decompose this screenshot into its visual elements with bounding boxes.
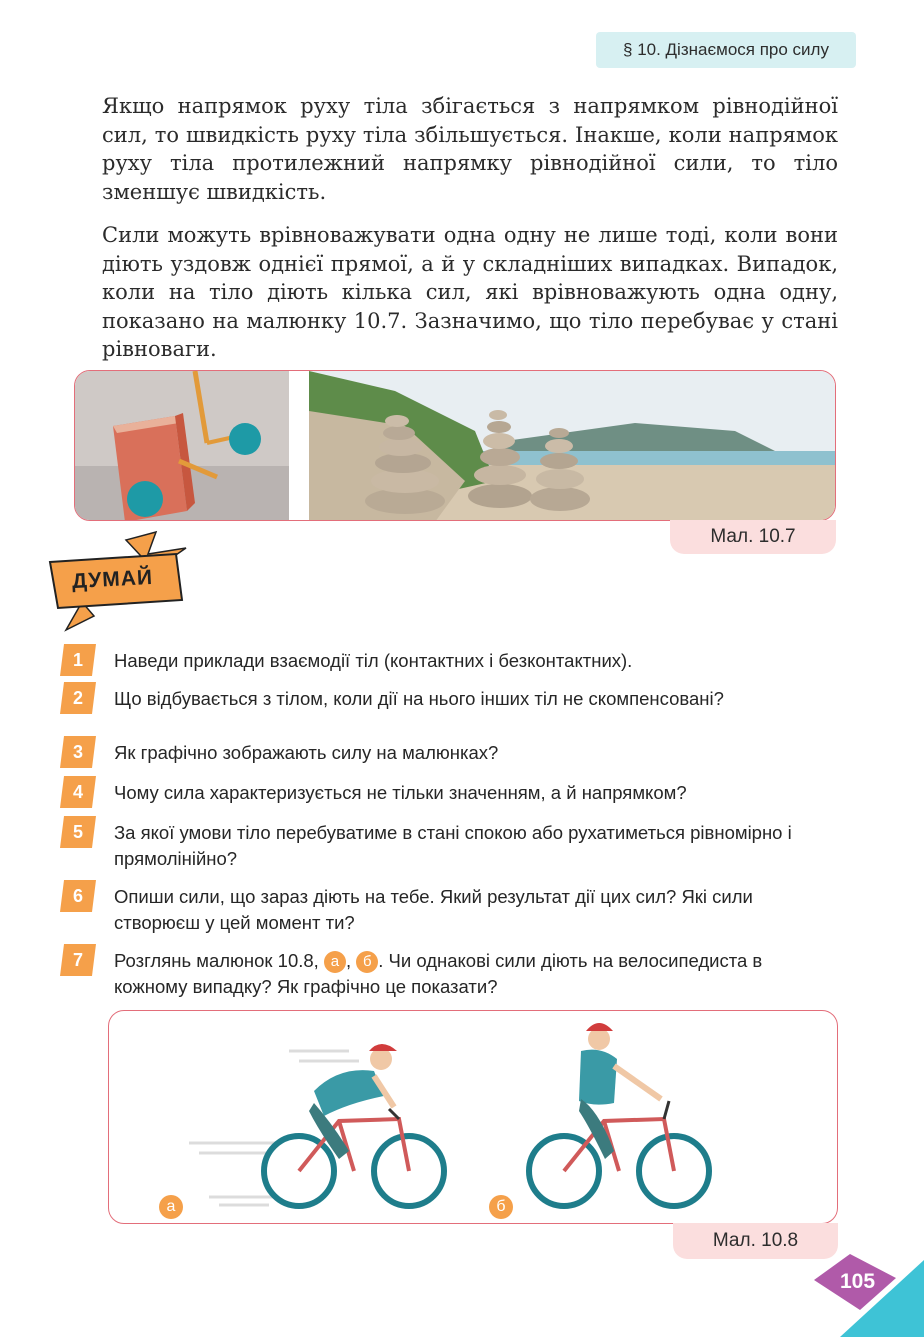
cyclist-b <box>529 1023 709 1206</box>
page-number: 105 <box>840 1270 876 1293</box>
question-text: Опиши сили, що зараз діють на тебе. Який результат дії цих сил? Які сили створюєш у цей момент ти? <box>114 886 753 933</box>
think-label: ДУМАЙ <box>71 565 154 594</box>
section-header <box>596 32 856 68</box>
question-number-badge: 6 <box>60 880 96 912</box>
question-number-badge: 7 <box>60 944 96 976</box>
cyclists-illustration <box>109 1011 838 1224</box>
figure-label-a: а <box>159 1195 183 1219</box>
paragraph-2: Сили можуть врівноважувати одна одну не лише тоді, коли вони діють уздовж однієї прямої, а й у складніших випадках. Випадок, коли на тіло діють кілька сил, які врівноважують одна одну, показано на малюнку 10.7. Зазначимо, що тіло перебуває у стані рівноваги. <box>102 223 838 361</box>
cyclist-a <box>264 1044 444 1206</box>
question-text: Наведи приклади взаємодії тіл (контактних і безконтактних). <box>114 650 633 671</box>
page-number-corner <box>800 1240 924 1337</box>
question-number-badge: 4 <box>60 776 96 808</box>
question-text: Як графічно зображають силу на малюнках? <box>114 742 499 763</box>
figure-label-b: б <box>489 1195 513 1219</box>
question-text: Розглянь малюнок 10.8, а , б . Чи однакові сили діють на велосипедиста в кожному випадку? Як графічно це показати? <box>114 950 763 997</box>
figure-10-8-caption: Мал. 10.8 <box>673 1223 838 1259</box>
section-title: § 10. Дізнаємося про силу <box>623 40 829 59</box>
figure-10-7-caption: Мал. 10.7 <box>670 520 836 554</box>
figure-10-8 <box>108 1010 838 1224</box>
question-number-badge: 3 <box>60 736 96 768</box>
question-text: За якої умови тіло перебуватиме в стані спокою або рухатиметься рівномірно і прямолінійно? <box>114 822 792 869</box>
question-number-badge: 2 <box>60 682 96 714</box>
badge-a: а <box>324 951 346 973</box>
question-number-badge: 5 <box>60 816 96 848</box>
question-number-badge: 1 <box>60 644 96 676</box>
think-badge <box>36 530 206 638</box>
question-text: Що відбувається з тілом, коли дії на нього інших тіл не скомпенсовані? <box>114 688 724 709</box>
figure-10-7-photos <box>75 371 836 521</box>
badge-b: б <box>356 951 378 973</box>
question-text: Чому сила характеризується не тільки значенням, а й напрямком? <box>114 782 687 803</box>
figure-10-7 <box>74 370 836 521</box>
paragraph-1: Якщо напрямок руху тіла збігається з напрямком рівнодійної сил, то швидкість руху тіла збільшується. Інакше, коли напрямок руху тіла протилежний напрямку рівнодійної сили, то тіло зменшує швидкість. <box>102 94 838 204</box>
